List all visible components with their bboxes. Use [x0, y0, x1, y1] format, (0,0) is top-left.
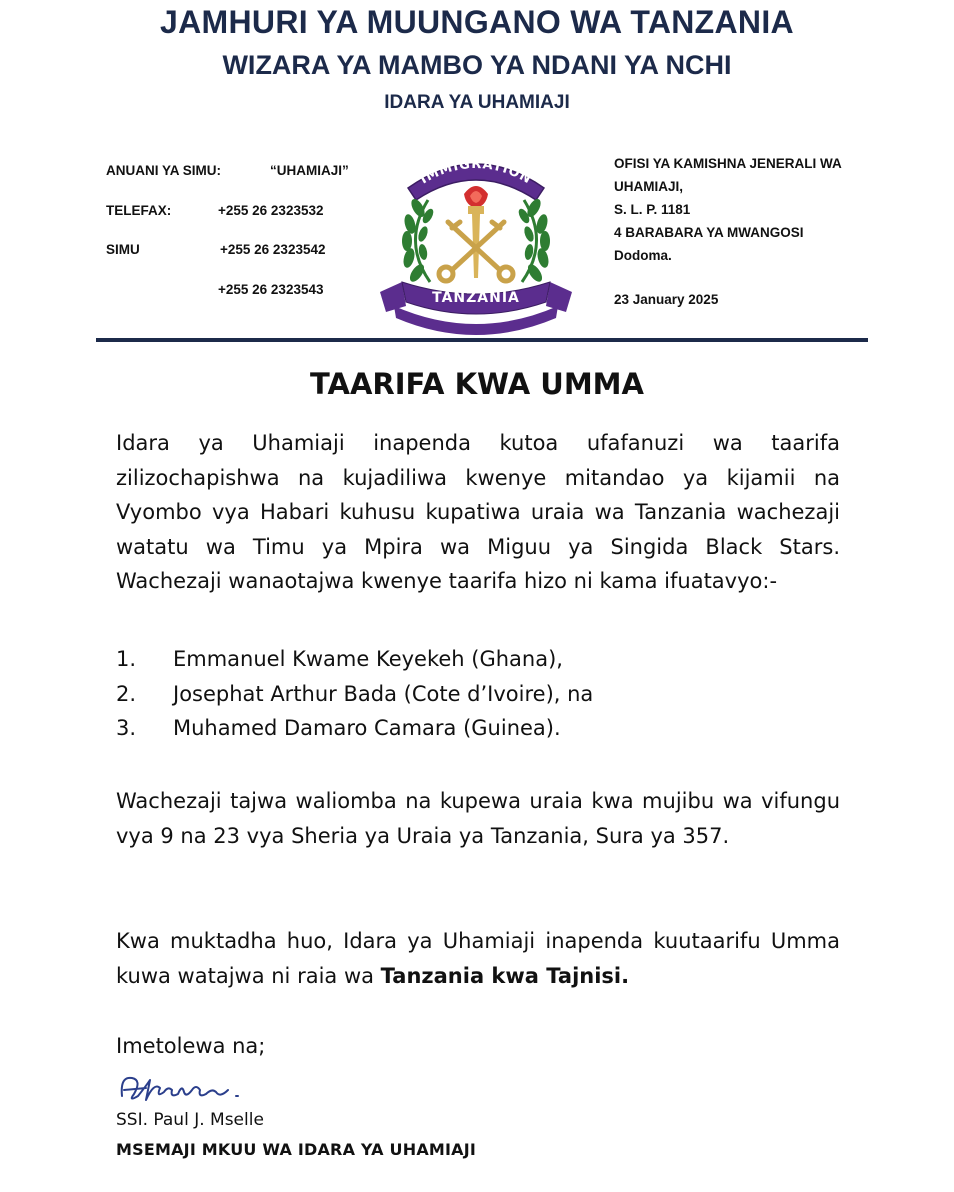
player-list	[116, 642, 593, 746]
document-date: 23 January 2025	[614, 292, 719, 307]
list-item-number: 1.	[116, 647, 137, 671]
letterhead-ministry: WIZARA YA MAMBO YA NDANI YA NCHI	[222, 50, 732, 80]
office-address	[614, 152, 842, 267]
address-line-4: 4 BARABARA YA MWANGOSI	[614, 225, 804, 240]
torch-icon	[464, 186, 488, 278]
header-divider	[96, 338, 868, 342]
list-item	[116, 677, 593, 712]
telefax-value: +255 26 2323532	[218, 203, 324, 218]
signatory-title: MSEMAJI MKUU WA IDARA YA UHAMIAJI	[116, 1140, 477, 1159]
list-item-text: Josephat Arthur Bada (Cote d’Ivoire), na	[173, 681, 594, 706]
notice-paragraph-1: Idara ya Uhamiaji inapenda kutoa ufafanuzi wa taarifa zilizochapishwa na kujadiliwa kwenye mitandao ya kijamii na Vyombo vya Habari kuhusu kupatiwa uraia wa Tanzania wachezaji watatu wa Timu ya Mpira wa Miguu ya Singida Black Stars. Wachezaji wanaotajwa kwenye taarifa hizo ni kama ifuatavyo:-	[116, 431, 840, 594]
anuani-label: ANUANI YA SIMU:	[106, 163, 222, 178]
issued-by-label: Imetolewa na;	[116, 1034, 266, 1058]
paragraph-3-bold-text: Tanzania kwa Tajnisi.	[380, 963, 630, 988]
address-line-3: S. L. P. 1181	[614, 202, 691, 217]
laurel-left-icon	[402, 197, 436, 284]
signatory-name: SSI. Paul J. Mselle	[116, 1110, 264, 1130]
address-line-1: OFISI YA KAMISHNA JENERALI WA	[614, 156, 842, 171]
simu-label: SIMU	[106, 242, 140, 257]
address-line-2: UHAMIAJI,	[614, 179, 684, 194]
list-item	[116, 711, 593, 746]
immigration-emblem	[372, 142, 580, 338]
address-line-5: Dodoma.	[614, 248, 672, 263]
emblem-banner-text: TANZANIA	[432, 290, 520, 306]
list-item-number: 2.	[116, 681, 137, 706]
handwritten-signature	[116, 1066, 256, 1108]
letterhead-country: JAMHURI YA MUUNGANO WA TANZANIA	[160, 4, 794, 40]
anuani-value: “UHAMIAJI”	[270, 163, 349, 178]
notice-title: TAARIFA KWA UMMA	[310, 367, 644, 401]
list-item-number: 3.	[116, 716, 137, 741]
list-item-text: Muhamed Damaro Camara (Guinea).	[173, 716, 561, 741]
list-item-text: Emmanuel Kwame Keyekeh (Ghana),	[173, 647, 563, 671]
simu-value-1: +255 26 2323542	[220, 242, 326, 257]
letterhead-department: IDARA YA UHAMIAJI	[384, 92, 570, 113]
telefax-label: TELEFAX:	[106, 203, 172, 218]
laurel-right-icon	[517, 197, 551, 284]
list-item	[116, 642, 593, 677]
notice-paragraph-3	[116, 924, 840, 993]
paragraph-3-text: Kwa muktadha huo, Idara ya Uhamiaji inapenda kuutaarifu Umma kuwa watajwa ni raia wa	[116, 929, 840, 988]
simu-value-2: +255 26 2323543	[218, 282, 324, 297]
emblem-motto-text: Migration Security and Development	[416, 306, 536, 324]
emblem-top-text: IMMIGRATION	[417, 156, 535, 188]
notice-paragraph-2: Wachezaji tajwa waliomba na kupewa uraia kwa mujibu wa vifungu vya 9 na 23 vya Sheria ya Uraia ya Tanzania, Sura ya 357.	[116, 789, 840, 848]
